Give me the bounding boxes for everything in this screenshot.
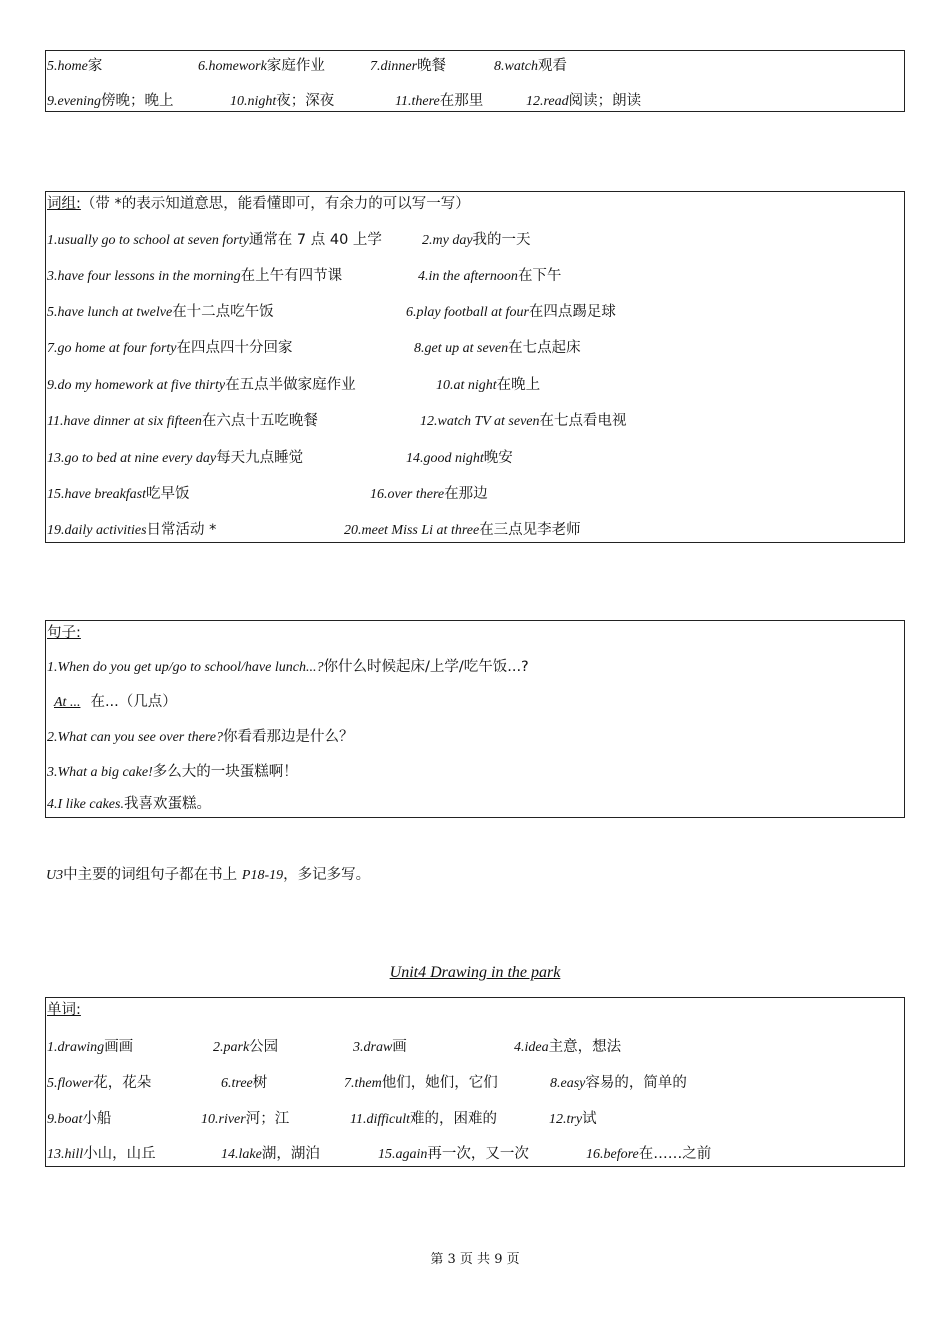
phrase-zh: 吃早饭 [146,486,190,502]
sentence-line [46,654,904,678]
sentence-line [46,689,904,713]
vocab-word: 2.park [213,1040,250,1055]
phrase-en: 16.over there [370,487,445,502]
sentence-en: At ... [54,695,81,710]
vocab-meaning: 他们，她们，它们 [381,1075,498,1091]
phrase-en: 7.go home at four forty [47,341,177,356]
phrase-zh: 在六点十五吃晚餐 [201,413,318,429]
phrase-en: 1.usually go to school at seven forty [47,233,249,248]
unit4-vocab-header [47,1000,81,1020]
vocab-row [46,1034,904,1058]
sentence-zh: 在...（几点） [90,694,177,710]
phrase-zh: 在七点起床 [508,340,581,356]
vocab-word: 4.idea [514,1040,549,1055]
vocab-meaning: 小山，山丘 [83,1146,156,1162]
vocab-word: 6.homework [198,59,267,74]
vocab-meaning: 家庭作业 [266,58,325,74]
vocab-word: 5.home [47,59,88,74]
unit4-vocab-box [45,997,905,1167]
sentences-title: 句子: [47,625,81,641]
phrase-zh: 在五点半做家庭作业 [225,377,356,393]
phrase-zh: 在下午 [517,268,562,284]
vocab-row [46,53,904,77]
vocab-meaning: 夜；深夜 [276,93,335,109]
phrase-en: 20.meet Miss Li at three [344,523,480,538]
vocab-row [46,88,904,112]
phrase-en: 3.have four lessons in the morning [47,269,241,284]
sentence-en: 3.What a big cake! [47,765,153,780]
phrase-en: 14.good night [406,451,484,466]
sentence-en: 4.I like cakes. [47,797,124,812]
note-text: 中主要的词组句子都在书上 [63,867,238,883]
phrase-zh: 每天九点睡觉 [216,450,304,466]
phrases-note: （带 *的表示知道意思，能看懂即可，有余力的可以写一写） [80,196,470,212]
phrase-row [46,372,904,396]
phrase-zh: 在四点踢足球 [528,304,616,320]
vocab-meaning: 花，花朵 [93,1075,152,1091]
vocab-word: 9.boat [47,1112,83,1127]
phrase-en: 4.in the afternoon [418,269,518,284]
note-unit: U3 [46,868,64,883]
vocab-word: 7.dinner [370,59,418,74]
vocab-word: 3.draw [353,1040,393,1055]
vocab-meaning: 在那里 [439,93,484,109]
phrase-en: 8.get up at seven [414,341,509,356]
phrase-zh: 在七点看电视 [539,413,627,429]
vocab-row [46,1141,904,1165]
note-text-end: ，多记多写。 [283,867,371,883]
vocab-word: 16.before [586,1147,639,1162]
vocab-meaning: 公园 [249,1039,279,1055]
vocab-word: 7.them [344,1076,382,1091]
vocab-meaning: 在……之前 [638,1146,712,1162]
unit4-title: Unit4 Drawing in the park [389,964,561,981]
vocab-meaning: 傍晚；晚上 [101,93,174,109]
phrase-row [46,227,904,251]
phrase-zh: 在晚上 [496,377,541,393]
sentence-zh: 我喜欢蛋糕。 [123,796,211,812]
vocab-box-top [45,50,905,112]
page-number: 第 3 页 共 9 页 [430,1252,520,1267]
vocab-meaning: 树 [252,1075,268,1091]
phrase-row [46,408,904,432]
phrase-zh: 在那边 [444,486,488,502]
phrase-en: 19.daily activities [47,523,147,538]
vocab-meaning: 湖，湖泊 [261,1146,320,1162]
sentence-en: 2.What can you see over there? [47,730,223,745]
vocab-word: 10.river [201,1112,246,1127]
sentences-header [47,623,81,643]
phrase-en: 10.at night [436,378,497,393]
phrase-en: 13.go to bed at nine every day [47,451,217,466]
vocab-meaning: 画 [392,1039,407,1055]
vocab-word: 14.lake [221,1147,262,1162]
phrase-en: 9.do my homework at five thirty [47,378,226,393]
sentence-line [46,759,904,783]
vocab-meaning: 难的，困难的 [410,1111,498,1127]
vocab-meaning: 阅读；朗读 [568,93,642,109]
phrase-en: 15.have breakfast [47,487,147,502]
vocab-meaning: 再一次，又一次 [427,1146,529,1162]
phrase-zh: 在上午有四节课 [240,268,343,284]
vocab-meaning: 画画 [104,1039,134,1055]
vocab-word: 11.difficult [350,1112,411,1127]
phrase-zh: 在十二点吃午饭 [172,304,274,320]
vocab-word: 11.there [395,94,440,109]
vocab-meaning: 小船 [82,1111,112,1127]
phrase-en: 6.play football at four [406,305,529,320]
vocab-meaning: 容易的，简单的 [585,1075,687,1091]
vocab-word: 15.again [378,1147,428,1162]
sentence-zh: 多么大的一块蛋糕啊！ [152,764,298,780]
phrase-row [46,481,904,505]
sentences-box [45,620,905,818]
vocab-word: 10.night [230,94,277,109]
vocab-word: 12.read [526,94,569,109]
phrase-zh: 通常在 7 点 40 上学 [248,232,382,248]
phrase-row [46,335,904,359]
phrase-row [46,445,904,469]
phrase-row [46,517,904,541]
vocab-row [46,1106,904,1130]
unit4-vocab-title: 单词: [47,1002,81,1018]
vocab-meaning: 试 [582,1111,597,1127]
phrase-zh: 晚安 [483,450,513,466]
note-pages: P18-19 [241,868,284,883]
phrase-en: 11.have dinner at six fifteen [47,414,202,429]
phrases-title: 词组: [47,196,81,212]
sentence-zh: 你看看那边是什么？ [222,729,354,745]
vocab-meaning: 家 [87,58,103,74]
vocab-word: 1.drawing [47,1040,105,1055]
vocab-word: 8.watch [494,59,538,74]
vocab-meaning: 晚餐 [417,58,447,74]
sentence-line [46,724,904,748]
phrase-row [46,299,904,323]
vocab-word: 5.flower [47,1076,94,1091]
phrases-header [47,194,470,214]
phrases-box [45,191,905,543]
vocab-row [46,1070,904,1094]
phrase-en: 12.watch TV at seven [420,414,540,429]
vocab-meaning: 主意，想法 [548,1039,622,1055]
phrase-zh: 在三点见李老师 [479,522,581,538]
phrase-zh: 日常活动 * [146,522,217,538]
vocab-word: 9.evening [47,94,102,109]
sentence-en: 1.When do you get up/go to school/have lunch...? [47,660,324,675]
vocab-word: 8.easy [550,1076,586,1091]
study-note [46,862,370,888]
phrase-zh: 我的一天 [472,232,531,248]
vocab-meaning: 河；江 [245,1111,290,1127]
phrase-row [46,263,904,287]
phrase-zh: 在四点四十分回家 [176,340,293,356]
phrase-en: 5.have lunch at twelve [47,305,173,320]
phrase-en: 2.my day [422,233,473,248]
vocab-word: 12.try [549,1112,583,1127]
vocab-word: 13.hill [47,1147,84,1162]
vocab-meaning: 观看 [537,58,567,74]
sentence-line [46,791,904,815]
sentence-zh: 你什么时候起床/上学/吃午饭...? [323,659,529,675]
vocab-word: 6.tree [221,1076,253,1091]
